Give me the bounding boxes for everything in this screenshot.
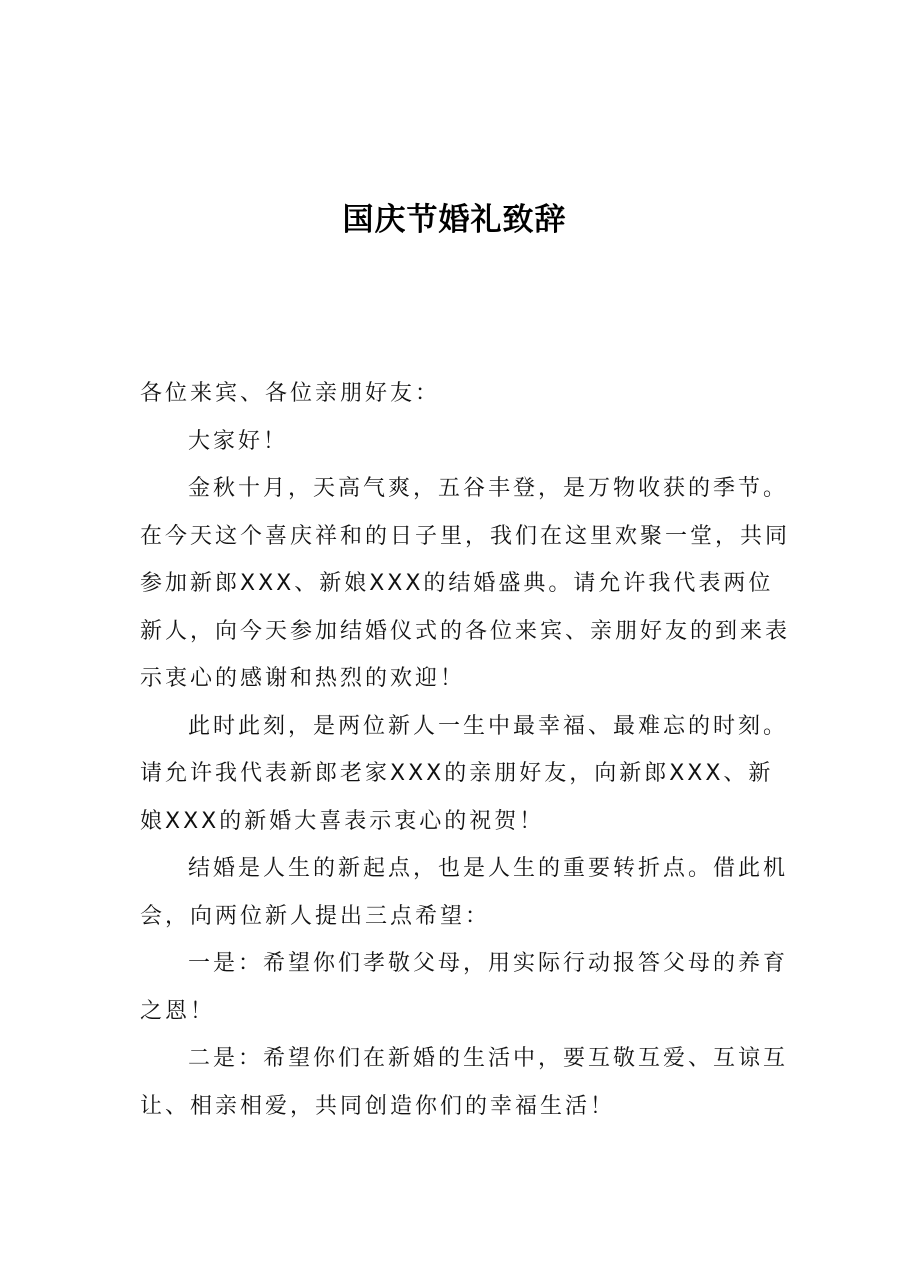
paragraph-opening: 金秋十月，天高气爽，五谷丰登，是万物收获的季节。在今天这个喜庆祥和的日子里，我们在这里欢聚一堂，共同参加新郎XXX、新娘XXX的结婚盛典。请允许我代表两位新人，向今天参加结婚仪式的各位来宾、亲朋好友的到来表示衷心的感谢和热烈的欢迎！: [140, 476, 791, 691]
paragraph-hopes-intro: 结婚是人生的新起点，也是人生的重要转折点。借此机会，向两位新人提出三点希望：: [140, 856, 789, 929]
salutation: 各位来宾、各位亲朋好友：: [140, 381, 441, 406]
paragraph-hope-two: 二是：希望你们在新婚的生活中，要互敬互爱、互谅互让、相亲相爱，共同创造你们的幸福生活！: [140, 1046, 789, 1119]
paragraph-hope-one: 一是：希望你们孝敬父母，用实际行动报答父母的养育之恩！: [140, 951, 789, 1024]
paragraph-congratulation: 此时此刻，是两位新人一生中最幸福、最难忘的时刻。请允许我代表新郎老家XXX的亲朋好友，向新郎XXX、新娘XXX的新婚大喜表示衷心的祝贺！: [140, 713, 789, 834]
paragraph-greeting: 大家好！: [188, 428, 289, 454]
document-body: [140, 370, 790, 1130]
document-title: 国庆节婚礼致辞: [342, 202, 567, 238]
